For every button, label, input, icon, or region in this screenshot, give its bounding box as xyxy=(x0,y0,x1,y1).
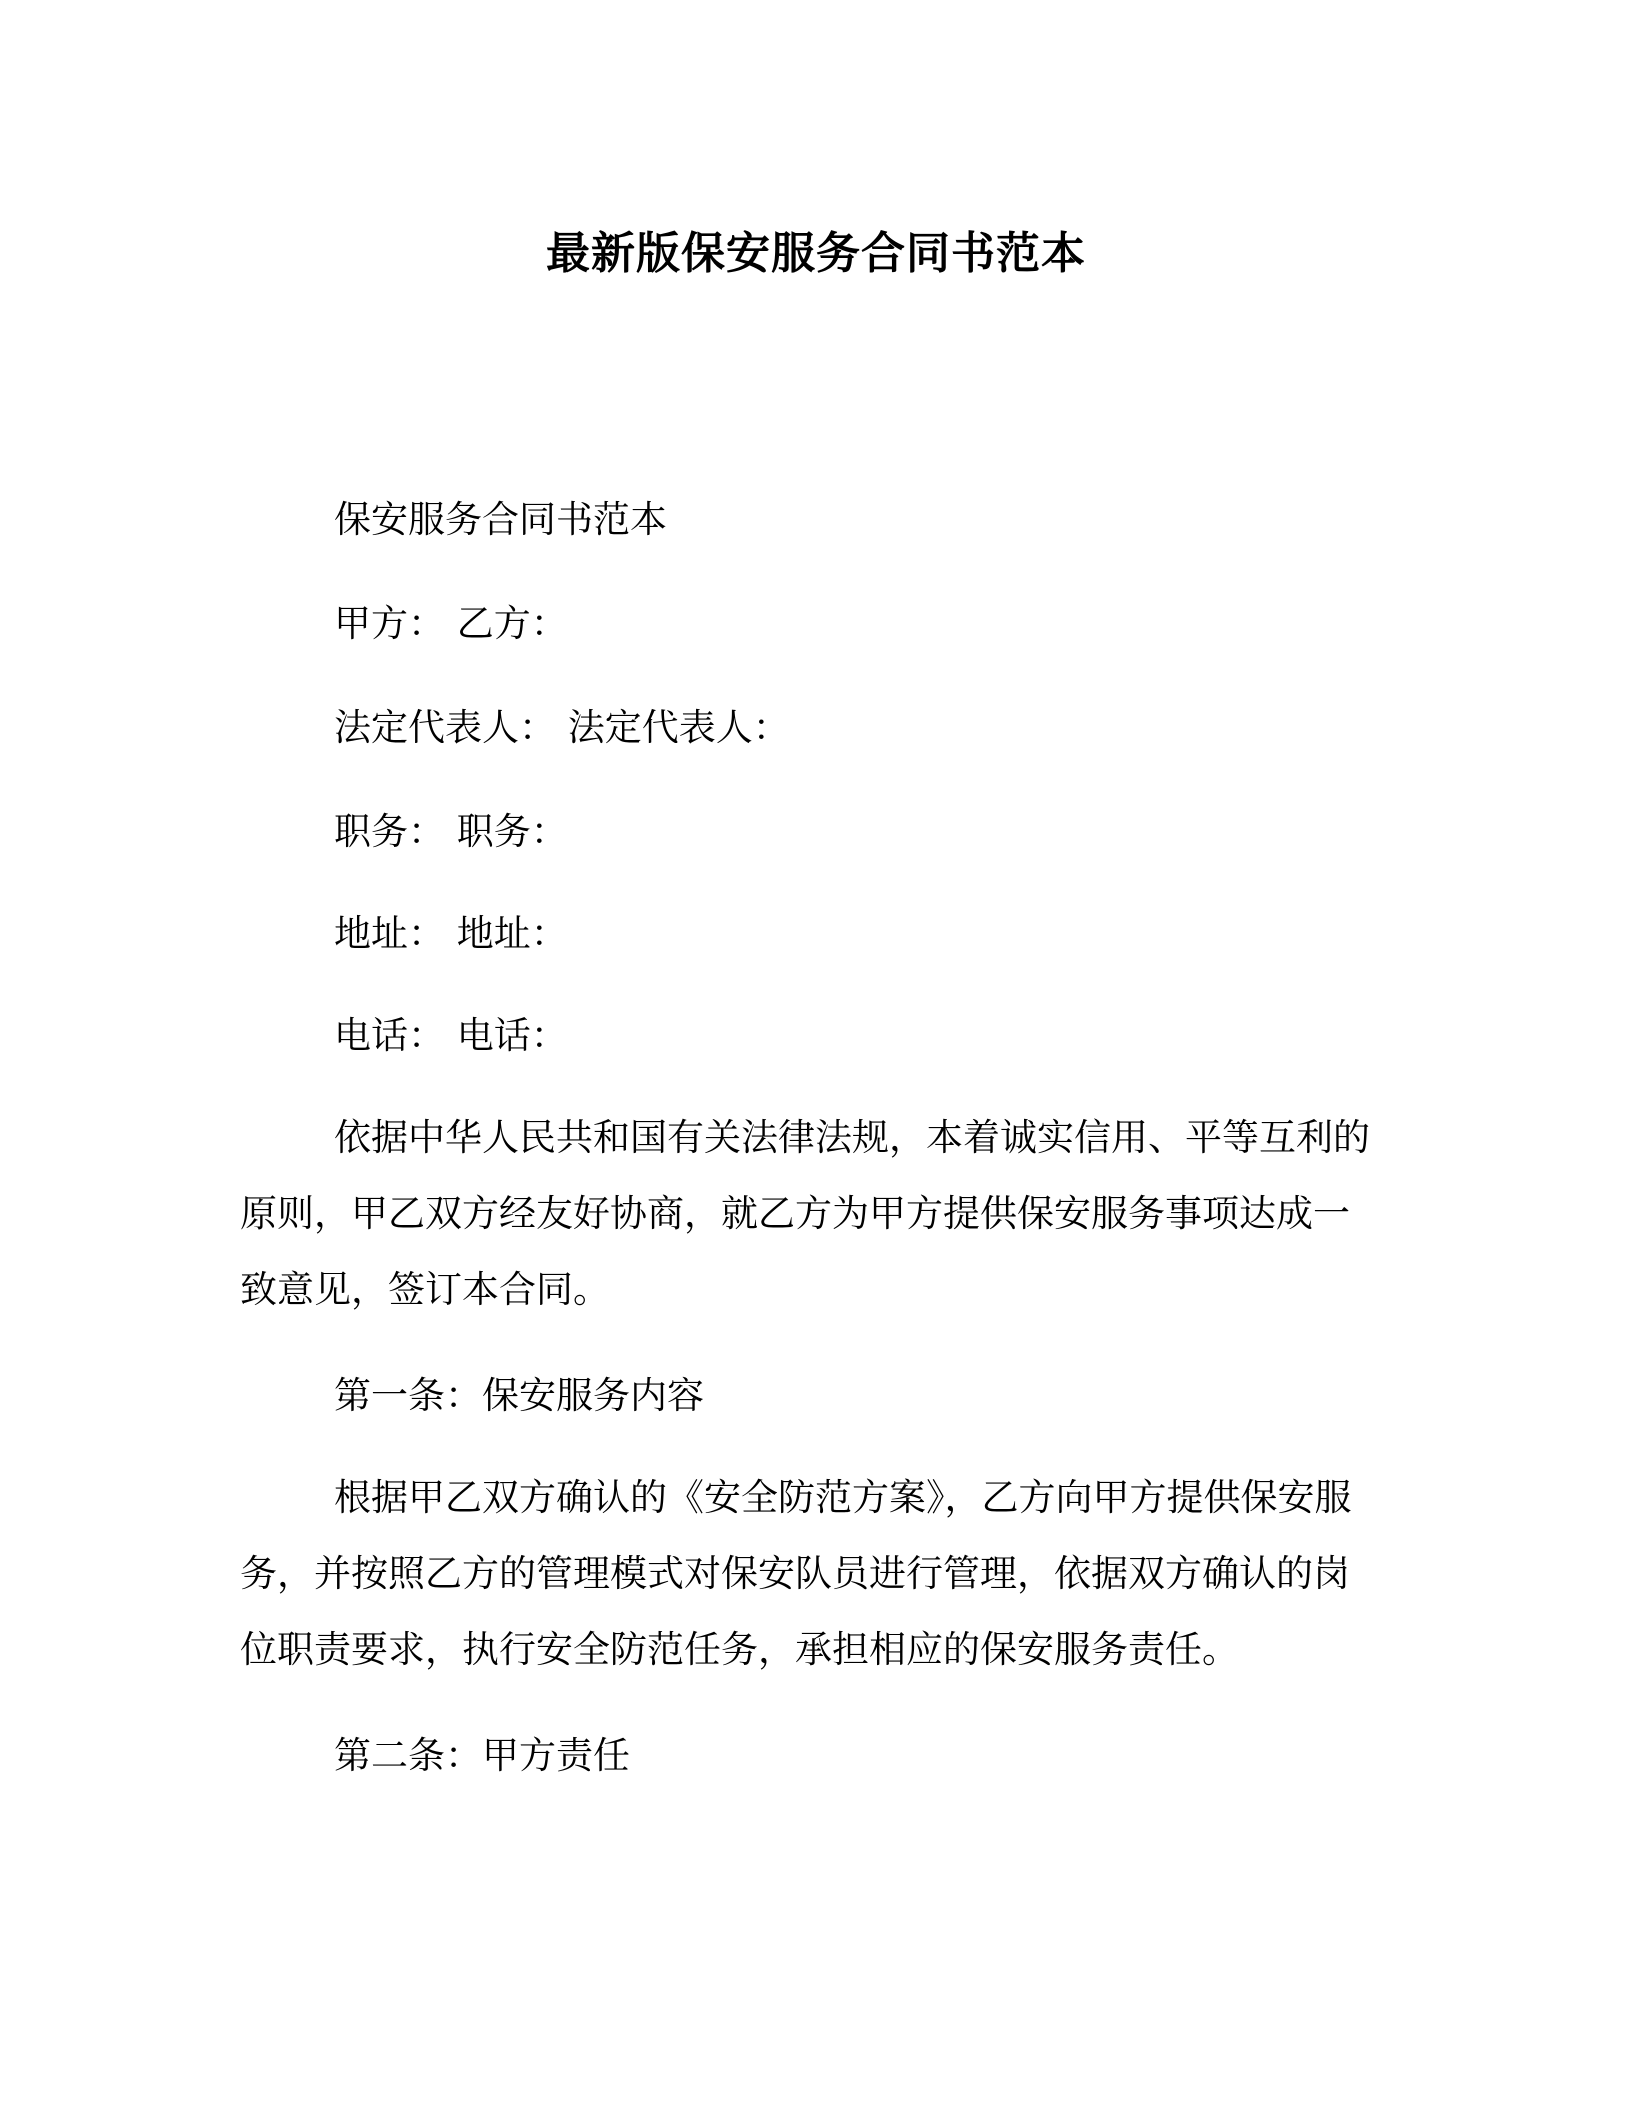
article-1-line: 位职责要求，执行安全防范任务，承担相应的保安服务责任。 xyxy=(240,1628,1239,1671)
preamble-paragraph xyxy=(240,1100,1380,1328)
party-line: 甲方： 乙方： xyxy=(334,602,568,645)
article-1-paragraph xyxy=(240,1460,1380,1688)
article-1-line: 根据甲乙双方确认的《安全防范方案》，乙方向甲方提供保安服 xyxy=(334,1476,1352,1519)
article-2-heading: 第二条：甲方责任 xyxy=(334,1734,630,1777)
preamble-line: 致意见，签订本合同。 xyxy=(240,1268,610,1311)
document-title: 最新版保安服务合同书范本 xyxy=(546,228,1086,279)
preamble-line: 依据中华人民共和国有关法律法规，本着诚实信用、平等互利的 xyxy=(334,1116,1370,1159)
legal-representative-line: 法定代表人： 法定代表人： xyxy=(334,706,790,749)
address-line: 地址： 地址： xyxy=(334,912,568,955)
article-1-line: 务，并按照乙方的管理模式对保安队员进行管理，依据双方确认的岗 xyxy=(240,1552,1350,1595)
contract-subtitle: 保安服务合同书范本 xyxy=(334,498,667,541)
preamble-line: 原则，甲乙双方经友好协商，就乙方为甲方提供保安服务事项达成一 xyxy=(240,1192,1350,1235)
position-line: 职务： 职务： xyxy=(334,810,568,853)
article-1-heading: 第一条：保安服务内容 xyxy=(334,1374,704,1417)
phone-line: 电话： 电话： xyxy=(334,1014,568,1057)
